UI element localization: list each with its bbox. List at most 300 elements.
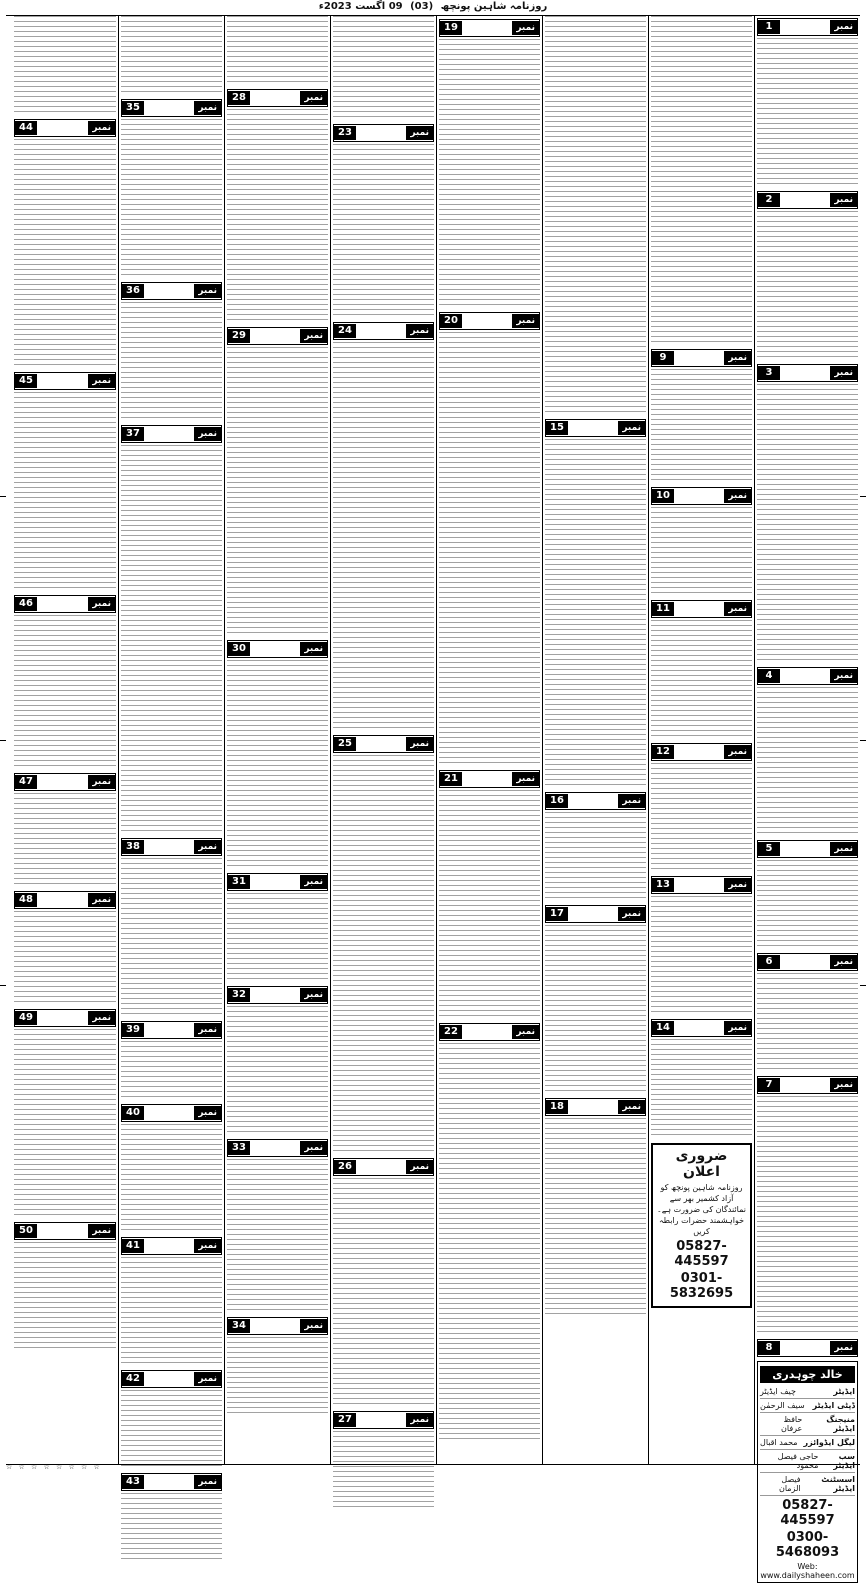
column-3 (542, 16, 648, 1464)
news-item (757, 18, 858, 188)
news-item-text-block (14, 615, 116, 770)
news-item-label: نمبر (618, 794, 645, 808)
news-item-label: نمبر (406, 324, 433, 338)
news-item-text-block (227, 1006, 328, 1136)
news-item (333, 322, 434, 732)
news-item-header (333, 735, 434, 753)
news-item-number: 38 (122, 840, 144, 854)
news-item-number: 39 (122, 1023, 144, 1037)
news-item-label: نمبر (300, 642, 327, 656)
column-4 (436, 16, 542, 1464)
news-item-label: نمبر (88, 1224, 115, 1238)
news-item-label: نمبر (194, 840, 221, 854)
news-item-header (121, 425, 222, 443)
imprint-phone: 0300-5468093 (775, 1530, 840, 1560)
news-item-text-block (439, 1043, 540, 1443)
news-item-text-block (757, 687, 858, 837)
news-item (545, 419, 646, 789)
news-item-number: 43 (122, 1475, 144, 1489)
news-item-text-block (121, 858, 222, 1018)
news-item (651, 743, 752, 873)
news-item-number: 41 (122, 1239, 144, 1253)
news-item-label: نمبر (194, 427, 221, 441)
news-item-header (757, 18, 858, 36)
news-item-number: 18 (546, 1100, 568, 1114)
imprint-value: سیف الرحمٰن (760, 1401, 805, 1410)
news-item-number: 8 (758, 1341, 780, 1355)
news-item-header (439, 312, 540, 330)
ad-phone: 0301-5832695 (669, 1271, 734, 1301)
news-item-header (333, 1411, 434, 1429)
news-item (757, 191, 858, 361)
news-item-header (439, 770, 540, 788)
news-item (757, 1339, 858, 1357)
news-item-label: نمبر (406, 1413, 433, 1427)
news-item-label: نمبر (88, 775, 115, 789)
news-item-header (121, 1021, 222, 1039)
news-item-text-block (14, 1242, 116, 1352)
imprint-website: Web: www.dailyshaheen.com (760, 1562, 855, 1580)
news-item-text-block (757, 384, 858, 664)
news-item-text-block (121, 1257, 222, 1367)
news-item-number: 44 (15, 121, 37, 135)
news-item-number: 48 (15, 893, 37, 907)
news-item-header (651, 349, 752, 367)
news-item (227, 986, 328, 1136)
news-item-label: نمبر (724, 1021, 751, 1035)
news-item-label: نمبر (512, 772, 539, 786)
news-item-header (227, 640, 328, 658)
news-item-label: نمبر (88, 893, 115, 907)
news-item-header (545, 1098, 646, 1116)
news-item-label: نمبر (618, 421, 645, 435)
paper-name: روزنامہ شاہین پونچھ (440, 1, 548, 12)
news-item (14, 773, 116, 888)
news-item (757, 364, 858, 664)
news-item-number: 6 (758, 955, 780, 969)
news-item-number: 33 (228, 1141, 250, 1155)
news-item-number: 22 (440, 1025, 462, 1039)
news-item-header (651, 600, 752, 618)
news-item-number: 29 (228, 329, 250, 343)
news-item-number: 13 (652, 878, 674, 892)
news-item-text-block (14, 911, 116, 1006)
imprint-row (760, 1413, 855, 1436)
news-item-text-block (227, 16, 328, 86)
news-item (14, 372, 116, 592)
news-item-label: نمبر (194, 1106, 221, 1120)
imprint-value: چیف ایڈیٹر (760, 1387, 796, 1396)
ad-phone: 05827-445597 (674, 1239, 729, 1269)
news-item-text-block (227, 1159, 328, 1314)
news-item-header (14, 1222, 116, 1240)
column-5 (330, 16, 436, 1464)
news-item-number: 27 (334, 1413, 356, 1427)
editorial-imprint (757, 1361, 858, 1583)
news-item (121, 425, 222, 835)
news-item-header (757, 953, 858, 971)
news-item (14, 1009, 116, 1219)
news-item-header (121, 99, 222, 117)
ad-text: روزنامہ شاہین پونچھ کو آزاد کشمیر بھر سے نمائندگان کی ضرورت ہے۔ خواہشمند حضرات رابطہ کریں (657, 1183, 746, 1236)
news-item-label: نمبر (618, 907, 645, 921)
news-item-label: نمبر (512, 314, 539, 328)
news-item-label: نمبر (88, 121, 115, 135)
imprint-value: محمد اقبال (760, 1438, 798, 1447)
news-item-text-block (14, 16, 116, 116)
news-item (651, 349, 752, 484)
news-item-number: 23 (334, 126, 356, 140)
news-item-text-block (121, 119, 222, 279)
news-item-label: نمبر (830, 955, 857, 969)
news-item-header (333, 322, 434, 340)
news-item-text-block (227, 893, 328, 983)
imprint-row (760, 1473, 855, 1496)
news-item-label: نمبر (406, 1160, 433, 1174)
news-item-header (545, 792, 646, 810)
news-item (227, 1139, 328, 1314)
news-item-header (14, 773, 116, 791)
masthead (0, 0, 866, 14)
news-item (439, 312, 540, 767)
news-item (439, 19, 540, 309)
news-item (757, 667, 858, 837)
news-item-label: نمبر (194, 101, 221, 115)
news-item-header (439, 19, 540, 37)
news-item-label: نمبر (194, 1372, 221, 1386)
news-item-header (227, 89, 328, 107)
news-item-label: نمبر (300, 988, 327, 1002)
news-item-header (757, 364, 858, 382)
news-item-number: 5 (758, 842, 780, 856)
news-item-text-block (651, 620, 752, 740)
news-item-number: 46 (15, 597, 37, 611)
ad-title: ضروری اعلان (675, 1148, 728, 1180)
news-item-text-block (333, 1431, 434, 1511)
news-item-number: 9 (652, 351, 674, 365)
news-item-label: نمبر (830, 842, 857, 856)
news-item-label: نمبر (300, 329, 327, 343)
news-item-label: نمبر (512, 21, 539, 35)
news-item-number: 24 (334, 324, 356, 338)
news-item (545, 792, 646, 902)
news-item-number: 40 (122, 1106, 144, 1120)
news-item (14, 891, 116, 1006)
news-item-header (227, 1139, 328, 1157)
imprint-phone: 05827-445597 (780, 1498, 835, 1528)
news-item-text-block (121, 445, 222, 835)
news-item-text-block (333, 755, 434, 1155)
news-item-header (757, 1339, 858, 1357)
news-item (333, 16, 434, 121)
imprint-value: حاجی فیصل محمود (777, 1452, 819, 1470)
news-item-label: نمبر (300, 1141, 327, 1155)
news-item (651, 600, 752, 740)
news-item-header (333, 124, 434, 142)
news-item-text-block (545, 1118, 646, 1318)
news-item-text-block (121, 1493, 222, 1563)
news-item-number: 3 (758, 366, 780, 380)
news-item (333, 124, 434, 319)
news-item-label: نمبر (300, 1319, 327, 1333)
news-item (227, 327, 328, 637)
news-item-number: 20 (440, 314, 462, 328)
news-item-text-block (651, 369, 752, 484)
news-item-header (545, 419, 646, 437)
news-item-header (651, 743, 752, 761)
news-item-text-block (227, 109, 328, 324)
news-item (757, 840, 858, 950)
news-item-number: 2 (758, 193, 780, 207)
news-item-number: 42 (122, 1372, 144, 1386)
news-item (439, 770, 540, 1020)
news-item-text-block (651, 763, 752, 873)
news-item-header (651, 876, 752, 894)
news-item (121, 1473, 222, 1563)
news-item (121, 282, 222, 422)
news-item-text-block (121, 1124, 222, 1234)
news-item-text-block (121, 302, 222, 422)
news-item-number: 7 (758, 1078, 780, 1092)
news-item-text-block (545, 812, 646, 902)
news-item-header (227, 327, 328, 345)
news-item-text-block (121, 16, 222, 96)
issue-date: 09 اگست 2023ء (318, 1, 403, 12)
news-item (651, 1019, 752, 1139)
news-item-label: نمبر (724, 878, 751, 892)
news-item-text-block (651, 507, 752, 597)
news-item-number: 49 (15, 1011, 37, 1025)
news-item-text-block (545, 925, 646, 1095)
news-item-text-block (651, 16, 752, 346)
news-item (333, 1411, 434, 1511)
news-item-header (14, 372, 116, 390)
news-item-number: 36 (122, 284, 144, 298)
news-item (227, 89, 328, 324)
news-item-number: 16 (546, 794, 568, 808)
column-1 (754, 16, 860, 1580)
news-item-label: نمبر (724, 745, 751, 759)
news-item-text-block (439, 39, 540, 309)
news-item-text-block (545, 439, 646, 789)
news-item-header (757, 1076, 858, 1094)
news-item-header (14, 119, 116, 137)
news-item-header (14, 1009, 116, 1027)
news-item-text-block (14, 392, 116, 592)
column-7 (118, 16, 224, 1487)
news-item-number: 28 (228, 91, 250, 105)
news-item-label: نمبر (300, 91, 327, 105)
news-item-number: 26 (334, 1160, 356, 1174)
margin-mark (860, 496, 866, 497)
news-item-text-block (333, 16, 434, 121)
imprint-label: اسسٹنٹ ایڈیٹر (821, 1475, 855, 1493)
column-2 (648, 16, 754, 1464)
news-item (545, 1098, 646, 1318)
news-item-number: 12 (652, 745, 674, 759)
news-item-label: نمبر (830, 669, 857, 683)
news-item-header (121, 838, 222, 856)
news-item (651, 16, 752, 346)
news-item-label: نمبر (194, 1023, 221, 1037)
news-item-number: 19 (440, 21, 462, 35)
news-item (651, 876, 752, 1016)
imprint-label: ایڈیٹر (833, 1387, 855, 1396)
news-item-header (227, 873, 328, 891)
news-item (227, 16, 328, 86)
footer-stars: ☆ ☆ ☆ ☆ ☆ ☆ ☆ ☆ (6, 1463, 102, 1471)
news-item-text-block (439, 332, 540, 767)
news-item-label: نمبر (724, 602, 751, 616)
news-item-text-block (757, 860, 858, 950)
news-item-header (121, 1104, 222, 1122)
news-item-number: 15 (546, 421, 568, 435)
news-item-number: 47 (15, 775, 37, 789)
news-item (545, 905, 646, 1095)
news-item (227, 640, 328, 870)
imprint-label: لیگل ایڈوائزر (803, 1438, 855, 1447)
news-item-number: 50 (15, 1224, 37, 1238)
news-item-header (651, 487, 752, 505)
imprint-value: فیصل الزمان (778, 1475, 801, 1493)
news-item-header (227, 986, 328, 1004)
news-item-text-block (757, 1096, 858, 1336)
news-item-label: نمبر (830, 366, 857, 380)
news-item (757, 953, 858, 1073)
news-item-text-block (227, 1337, 328, 1417)
news-item-header (121, 1237, 222, 1255)
news-item-text-block (651, 896, 752, 1016)
news-item-text-block (121, 1041, 222, 1101)
news-item-text-block (227, 660, 328, 870)
news-item-header (14, 595, 116, 613)
news-item (651, 487, 752, 597)
news-item-number: 25 (334, 737, 356, 751)
news-item-text-block (14, 1029, 116, 1219)
newspaper-page (6, 15, 860, 1580)
news-item-header (545, 905, 646, 923)
imprint-label: منیجنگ ایڈیٹر (826, 1415, 855, 1433)
column-6 (224, 16, 330, 1464)
news-item-header (439, 1023, 540, 1041)
news-item (14, 16, 116, 116)
news-item (14, 595, 116, 770)
news-item-text-block (14, 793, 116, 888)
imprint-label: ڈپٹی ایڈیٹر (812, 1401, 855, 1410)
news-item (757, 1076, 858, 1336)
news-item-label: نمبر (830, 1341, 857, 1355)
news-item-header (227, 1317, 328, 1335)
imprint-row (760, 1399, 855, 1413)
news-item-number: 32 (228, 988, 250, 1002)
news-item-header (651, 1019, 752, 1037)
news-item (121, 1104, 222, 1234)
news-item-label: نمبر (724, 351, 751, 365)
news-item-number: 17 (546, 907, 568, 921)
news-item-text-block (651, 1039, 752, 1139)
news-item-label: نمبر (88, 597, 115, 611)
news-item-text-block (757, 211, 858, 361)
news-item-label: نمبر (300, 875, 327, 889)
news-item-text-block (333, 342, 434, 732)
imprint-label: سب ایڈیٹر (833, 1452, 855, 1470)
news-item-label: نمبر (194, 1475, 221, 1489)
news-item-number: 10 (652, 489, 674, 503)
imprint-row (760, 1436, 855, 1450)
news-item (14, 119, 116, 369)
page-number: (03) (410, 1, 434, 12)
news-item (333, 1158, 434, 1408)
news-item-label: نمبر (830, 1078, 857, 1092)
news-item-header (121, 1473, 222, 1491)
news-item-label: نمبر (830, 20, 857, 34)
margin-mark (860, 740, 866, 741)
news-item (121, 99, 222, 279)
news-item (14, 1222, 116, 1352)
news-item (121, 1021, 222, 1101)
news-item-label: نمبر (724, 489, 751, 503)
news-item-label: نمبر (512, 1025, 539, 1039)
news-item (121, 1237, 222, 1367)
news-item-number: 45 (15, 374, 37, 388)
news-item-text-block (757, 38, 858, 188)
news-item-label: نمبر (406, 737, 433, 751)
column-8 (12, 16, 118, 1464)
news-item (227, 873, 328, 983)
news-item (121, 838, 222, 1018)
news-item-header (121, 1370, 222, 1388)
news-item-label: نمبر (88, 1011, 115, 1025)
news-item-number: 14 (652, 1021, 674, 1035)
news-item (545, 16, 646, 416)
news-item-text-block (757, 973, 858, 1073)
news-item-label: نمبر (194, 1239, 221, 1253)
classified-ad (651, 1143, 752, 1308)
news-item-header (121, 282, 222, 300)
news-item-text-block (333, 1178, 434, 1408)
news-item (439, 1023, 540, 1443)
news-item-number: 11 (652, 602, 674, 616)
imprint-row (760, 1385, 855, 1399)
news-item (227, 1317, 328, 1417)
margin-mark (860, 985, 866, 986)
news-item-header (333, 1158, 434, 1176)
news-item (121, 1370, 222, 1470)
news-item-header (757, 191, 858, 209)
imprint-row (760, 1450, 855, 1473)
news-item-label: نمبر (194, 284, 221, 298)
news-item-text-block (227, 347, 328, 637)
news-item-label: نمبر (830, 193, 857, 207)
imprint-title: خالد چوہدری (760, 1366, 855, 1383)
news-item-header (14, 891, 116, 909)
news-item-number: 1 (758, 20, 780, 34)
news-item-label: نمبر (406, 126, 433, 140)
imprint-value: حافظ عرفان (781, 1415, 803, 1433)
news-item-number: 31 (228, 875, 250, 889)
news-item (121, 16, 222, 96)
news-item-number: 30 (228, 642, 250, 656)
news-item-number: 4 (758, 669, 780, 683)
news-item-number: 37 (122, 427, 144, 441)
news-item-number: 34 (228, 1319, 250, 1333)
news-item-text-block (439, 790, 540, 1020)
news-item-number: 21 (440, 772, 462, 786)
news-item-text-block (333, 144, 434, 319)
news-item-label: نمبر (618, 1100, 645, 1114)
news-item-header (757, 667, 858, 685)
news-item (333, 735, 434, 1155)
